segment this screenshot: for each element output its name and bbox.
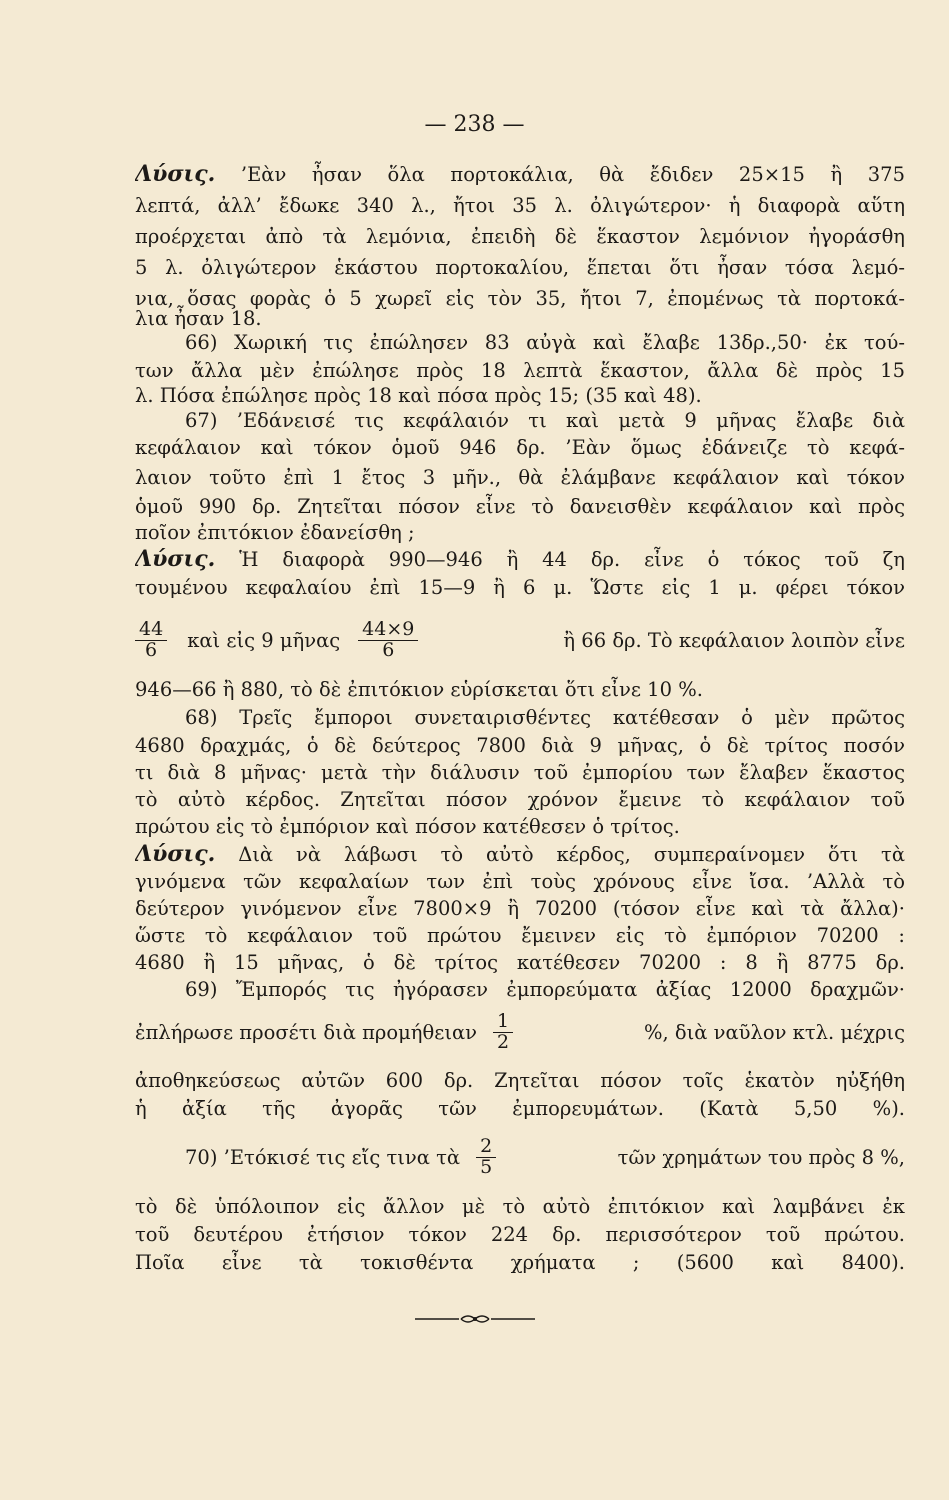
text-line: ποῖον ἐπιτόκιον ἐδανείσθη ;: [135, 521, 415, 544]
problem-66-line: 66) Χωρική τις ἐπώλησεν 83 αὐγὰ καὶ ἔλαβε 13δρ.,50· ἐκ τού-: [185, 331, 905, 354]
text-line: δεύτερον γινόμενον εἶνε 7800×9 ἢ 70200 (τόσον εἶνε καὶ τὰ ἄλλα)·: [135, 897, 905, 920]
text-line: κεφάλαιον καὶ τόκον ὁμοῦ 946 δρ. ’Εὰν ὅμως ἐδάνειζε τὸ κεφά-: [135, 436, 905, 459]
text-line: Ποῖα εἶνε τὰ τοκισθέντα χρήματα ; (5600 καὶ 8400).: [135, 1251, 905, 1274]
text-line: ὁμοῦ 990 δρ. Ζητεῖται πόσον εἶνε τὸ δανεισθὲν κεφάλαιον καὶ πρὸς: [135, 495, 905, 518]
text-line: λ. Πόσα ἐπώλησε πρὸς 18 καὶ πόσα πρὸς 15; (35 καὶ 48).: [135, 384, 702, 407]
text-line: προέρχεται ἀπὸ τὰ λεμόνια, ἐπειδὴ δὲ ἕκαστον λεμόνιον ἠγοράσθη: [135, 225, 905, 248]
solution-label: Λύσις.: [135, 841, 216, 867]
page-number: — 238 —: [424, 112, 525, 137]
fraction-text: ἢ 66 δρ. Τὸ κεφάλαιον λοιπὸν εἶνε: [563, 628, 905, 652]
text-line: τὸ δὲ ὑπόλοιπον εἰς ἄλλον μὲ τὸ αὐτὸ ἐπιτόκιον καὶ λαμβάνει ἐκ: [135, 1195, 905, 1218]
solution-label: Λύσις.: [135, 161, 216, 187]
line-text: ’Εὰν ἦσαν ὅλα πορτοκάλια, θὰ ἔδιδεν 25×15 ἢ 375: [240, 163, 905, 186]
fraction-text: ἐπλήρωσε προσέτι διὰ προμήθειαν: [135, 1020, 478, 1044]
fraction-text: καὶ εἰς 9 μῆνας: [187, 628, 341, 652]
text-line: 4680 ἢ 15 μῆνας, ὁ δὲ τρίτος κατέθεσεν 70200 : 8 ἢ 8775 δρ.: [135, 951, 905, 974]
text-line: τουμένου κεφαλαίου ἐπὶ 15—9 ἢ 6 μ. Ὥστε εἰς 1 μ. φέρει τόκον: [135, 576, 905, 599]
decorative-divider-icon: [415, 1312, 535, 1326]
text-line: ἀποθηκεύσεως αὐτῶν 600 δρ. Ζητεῖται πόσον τοῖς ἑκατὸν ηὐξήθη: [135, 1069, 905, 1092]
problem-67-line: 67) ’Εδάνεισέ τις κεφάλαιόν τι καὶ μετὰ 9 μῆνας ἔλαβε διὰ: [185, 409, 905, 432]
line-text: Ἡ διαφορὰ 990—946 ἢ 44 δρ. εἶνε ὁ τόκος τοῦ ζη: [239, 548, 905, 571]
solution-label: Λύσις.: [135, 546, 216, 572]
fraction: $\frac{44\times 9}{6}$: [358, 620, 418, 661]
text-line: πρώτου εἰς τὸ ἐμπόριον καὶ πόσον κατέθεσεν ὁ τρίτος.: [135, 815, 680, 838]
text-line: γινόμενα τῶν κεφαλαίων των ἐπὶ τοὺς χρόνους εἶνε ἴσα. ’Αλλὰ τὸ: [135, 870, 905, 893]
problem-70-text: 70) ’Ετόκισέ τις εἴς τινα τὰ: [185, 1145, 461, 1169]
fraction: $\frac{44}{6}$: [135, 620, 167, 661]
text-line: 946—66 ἢ 880, τὸ δὲ ἐπιτόκιον εὑρίσκεται ὅτι εἶνε 10 %.: [135, 678, 703, 701]
text-line: τι διὰ 8 μῆνας· μετὰ τὴν διάλυσιν τοῦ ἐμπορίου των ἔλαβεν ἕκαστος: [135, 761, 905, 784]
text-line: λεπτά, ἀλλ’ ἔδωκε 340 λ., ἤτοι 35 λ. ὀλιγώτερον· ἡ διαφορὰ αὕτη: [135, 194, 905, 217]
fraction-line: [185, 1125, 905, 1189]
text-line: 5 λ. ὀλιγώτερον ἑκάστου πορτοκαλίου, ἕπεται ὅτι ἦσαν τόσα λεμό-: [135, 256, 905, 279]
text-line: ὥστε τὸ κεφάλαιον τοῦ πρώτου ἔμεινεν εἰς τὸ ἐμπόριον 70200 :: [135, 924, 905, 947]
fraction-line: [135, 610, 905, 670]
text-line: [135, 840, 905, 869]
text-line: [135, 545, 905, 574]
text-line: λια ἦσαν 18.: [135, 307, 262, 330]
text-line: 4680 δραχμάς, ὁ δὲ δεύτερος 7800 διὰ 9 μῆνας, ὁ δὲ τρίτος ποσόν: [135, 734, 905, 757]
text-line: [135, 160, 905, 189]
text-line: νια, ὅσας φορὰς ὁ 5 χωρεῖ εἰς τὸν 35, ἤτοι 7, ἐπομένως τὰ πορτοκά-: [135, 287, 905, 310]
text-line: των ἄλλα μὲν ἐπώλησε πρὸς 18 λεπτὰ ἕκαστον, ἄλλα δὲ πρὸς 15: [135, 359, 905, 382]
fraction-text: %, διὰ ναῦλον κτλ. μέχρις: [643, 1020, 905, 1044]
problem-69-line: 69) Ἔμπορός τις ἠγόρασεν ἐμπορεύματα ἀξίας 12000 δραχμῶν·: [185, 978, 905, 1001]
text-line: ἡ ἀξία τῆς ἀγορᾶς τῶν ἐμπορευμάτων. (Κατὰ 5,50 %).: [135, 1097, 905, 1120]
problem-68-line: 68) Τρεῖς ἔμποροι συνεταιρισθέντες κατέθεσαν ὁ μὲν πρῶτος: [185, 706, 905, 729]
line-text: Διὰ νὰ λάβωσι τὸ αὐτὸ κέρδος, συμπεραίνομεν ὅτι τὰ: [238, 843, 905, 866]
fraction-line: [135, 1000, 905, 1064]
text-line: τὸ αὐτὸ κέρδος. Ζητεῖται πόσον χρόνον ἔμεινε τὸ κεφάλαιον τοῦ: [135, 788, 905, 811]
text-line: τοῦ δευτέρου ἐτήσιον τόκον 224 δρ. περισσότερον τοῦ πρώτου.: [135, 1223, 905, 1246]
fraction: $\frac{1}{2}$: [493, 1012, 513, 1053]
fraction: $\frac{2}{5}$: [476, 1137, 496, 1178]
fraction-text: τῶν χρημάτων του πρὸς 8 %,: [617, 1145, 905, 1169]
text-line: λαιον τοῦτο ἐπὶ 1 ἔτος 3 μῆν., θὰ ἐλάμβανε κεφάλαιον καὶ τόκον: [135, 466, 905, 489]
